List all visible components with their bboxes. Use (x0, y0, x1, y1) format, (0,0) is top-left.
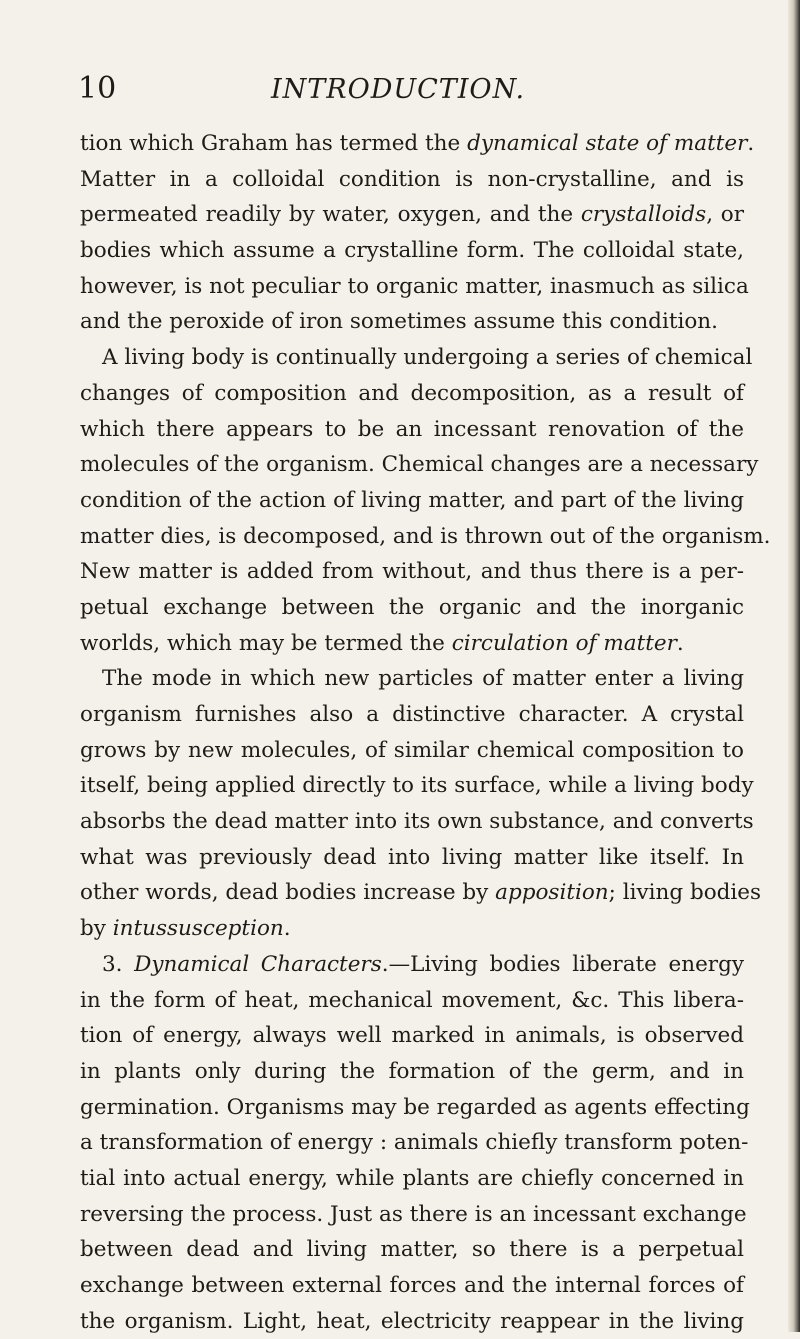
text-line-34: the organism. Light, heat, electricity reappear in the living (80, 1308, 744, 1334)
text-line-4: bodies which assume a crystalline form. The colloidal state, (80, 238, 744, 264)
text-line-9: which there appears to be an incessant renovation of the (80, 416, 744, 442)
text-line-15: worlds, which may be termed the circulation of matter. (80, 630, 684, 656)
text-line-19: itself, being applied directly to its surface, while a living body (80, 773, 754, 799)
text-line-2: Matter in a colloidal condition is non-crystalline, and is (80, 166, 744, 192)
text-line-6: and the peroxide of iron sometimes assume this condition. (80, 309, 718, 335)
text-line-26: tion of energy, always well marked in animals, is observed (80, 1023, 744, 1049)
page-edge-shadow (788, 0, 800, 1332)
body-text (80, 126, 771, 1339)
text-line-12: matter dies, is decomposed, and is thrown out of the organism. (80, 523, 771, 549)
running-title: INTRODUCTION. (270, 74, 526, 105)
text-line-21: what was previously dead into living matter like itself. In (80, 844, 744, 870)
text-line-11: condition of the action of living matter, and part of the living (80, 487, 744, 513)
page-header (78, 71, 758, 114)
text-line-29: a transformation of energy : animals chiefly transform poten- (80, 1130, 749, 1156)
text-line-23: by intussusception. (80, 916, 291, 942)
text-line-32: between dead and living matter, so there is a perpetual (80, 1237, 744, 1263)
text-line-13: New matter is added from without, and thus there is a per- (80, 559, 744, 585)
text-line-14: petual exchange between the organic and the inorganic (80, 594, 744, 620)
text-line-22: other words, dead bodies increase by apposition; living bodies (80, 880, 762, 906)
text-line-7: A living body is continually undergoing a series of chemical (102, 345, 753, 371)
text-line-33: exchange between external forces and the internal forces of (80, 1273, 744, 1298)
text-line-16: The mode in which new particles of matter enter a living (102, 666, 744, 692)
text-line-27: in plants only during the formation of the germ, and in (80, 1058, 744, 1084)
text-line-20: absorbs the dead matter into its own substance, and converts (80, 809, 754, 835)
text-line-25: in the form of heat, mechanical movement, &c. This libera- (80, 987, 744, 1013)
text-line-8: changes of composition and decomposition, as a result of (80, 380, 744, 406)
text-line-10: molecules of the organism. Chemical changes are a necessary (80, 452, 759, 478)
text-line-30: tial into actual energy, while plants are chiefly concerned in (80, 1165, 744, 1191)
text-line-5: however, is not peculiar to organic matter, inasmuch as silica (80, 273, 749, 299)
text-line-24: 3. Dynamical Characters.—Living bodies liberate energy (102, 951, 744, 977)
text-line-28: germination. Organisms may be regarded as agents effecting (80, 1094, 750, 1120)
text-line-3: permeated readily by water, oxygen, and the crystalloids, or (80, 202, 744, 228)
text-line-18: grows by new molecules, of similar chemical composition to (80, 737, 744, 763)
page-number: 10 (78, 71, 117, 106)
text-line-17: organism furnishes also a distinctive character. A crystal (80, 702, 744, 727)
text-line-1: tion which Graham has termed the dynamical state of matter. (80, 131, 755, 156)
text-line-31: reversing the process. Just as there is an incessant exchange (80, 1201, 747, 1227)
